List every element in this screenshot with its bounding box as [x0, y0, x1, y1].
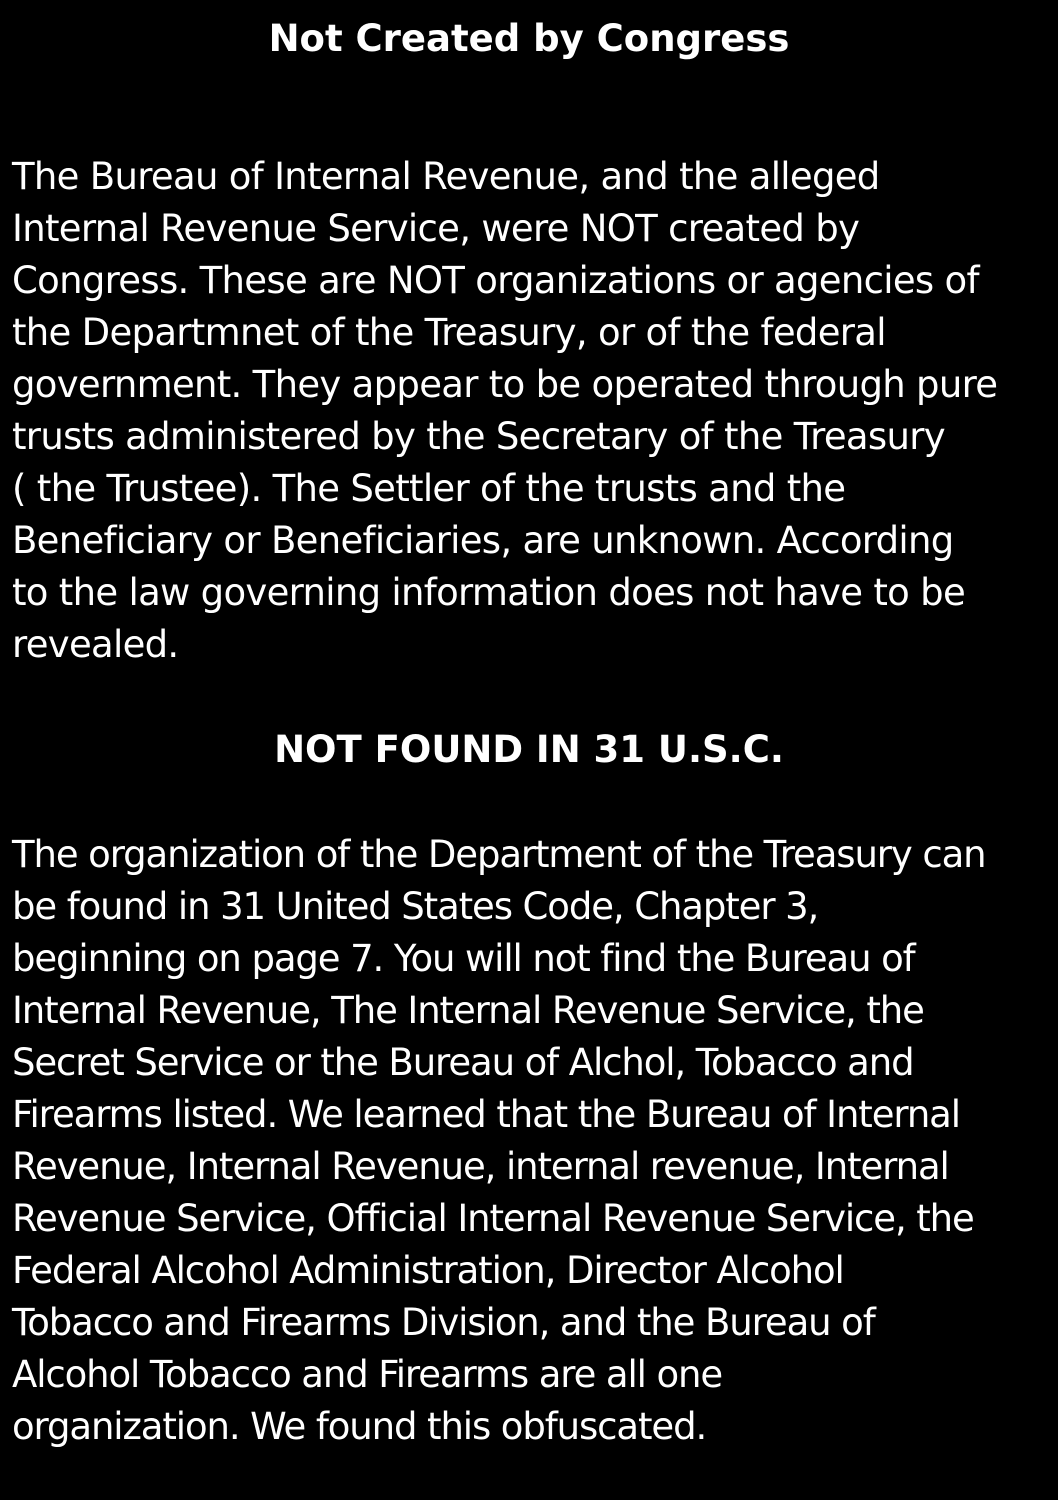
paragraph-line: to the law governing information does not have to be: [12, 571, 966, 614]
paragraph-line: organization. We found this obfuscated.: [12, 1405, 707, 1448]
paragraph-line: trusts administered by the Secretary of the Treasury: [12, 415, 945, 458]
paragraph-line: The organization of the Department of the Treasury can: [12, 833, 986, 876]
paragraph-line: Federal Alcohol Administration, Director Alcohol: [12, 1249, 844, 1292]
paragraph-line: Revenue Service, Official Internal Revenue Service, the: [12, 1197, 974, 1240]
paragraph-not-created: [12, 151, 1052, 671]
paragraph-line: government. They appear to be operated through pure: [12, 363, 998, 406]
paragraph-line: Secret Service or the Bureau of Alchol, Tobacco and: [12, 1041, 914, 1084]
paragraph-line: the Departmnet of the Treasury, or of the federal: [12, 311, 886, 354]
paragraph-line: Internal Revenue Service, were NOT created by: [12, 207, 860, 250]
paragraph-line: The Bureau of Internal Revenue, and the alleged: [12, 155, 880, 198]
paragraph-line: ( the Trustee). The Settler of the trusts and the: [12, 467, 846, 510]
paragraph-line: beginning on page 7. You will not find the Bureau of: [12, 937, 915, 980]
paragraph-line: Congress. These are NOT organizations or agencies of: [12, 259, 979, 302]
paragraph-line: Tobacco and Firearms Division, and the Bureau of: [12, 1301, 875, 1344]
paragraph-not-found: [12, 829, 1052, 1453]
paragraph-line: Firearms listed. We learned that the Bureau of Internal: [12, 1093, 960, 1136]
paragraph-line: Internal Revenue, The Internal Revenue Service, the: [12, 989, 924, 1032]
paragraph-line: Beneficiary or Beneficiaries, are unknown. According: [12, 519, 954, 562]
paragraph-line: Alcohol Tobacco and Firearms are all one: [12, 1353, 723, 1396]
heading-not-created-by-congress: Not Created by Congress: [268, 17, 790, 60]
paragraph-line: be found in 31 United States Code, Chapter 3,: [12, 885, 819, 928]
paragraph-line: Revenue, Internal Revenue, internal revenue, Internal: [12, 1145, 949, 1188]
heading-not-found-in-31-usc: NOT FOUND IN 31 U.S.C.: [274, 728, 784, 771]
paragraph-line: revealed.: [12, 623, 179, 666]
